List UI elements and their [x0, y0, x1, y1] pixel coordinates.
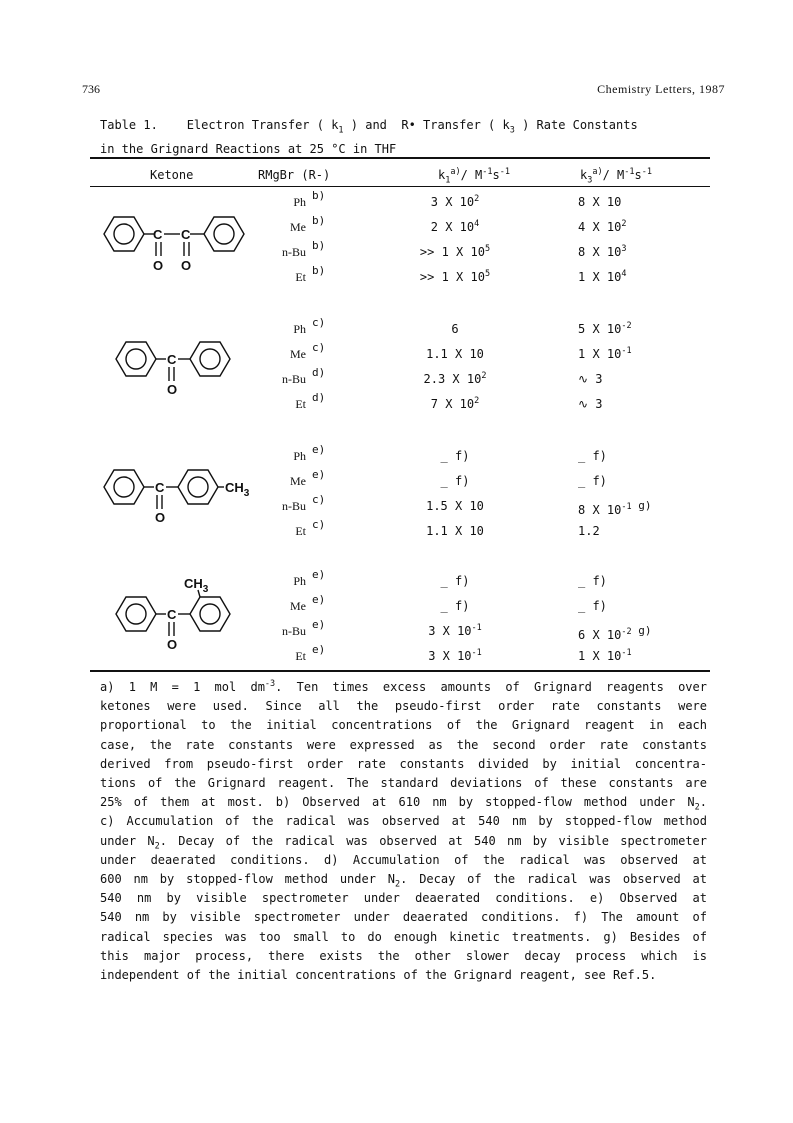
k3-mantissa: 1 X 10 — [578, 649, 622, 663]
footnote-line: ketones were used. Since all the pseudo-first order rate constants were — [100, 699, 707, 714]
k3-mantissa: 8 X 10 — [578, 245, 622, 259]
fn-l9a: under N — [100, 833, 155, 848]
k1-value — [380, 574, 530, 588]
k3-value — [578, 195, 621, 209]
table-caption-line2: in the Grignard Reactions at 25 °C in THF — [100, 142, 397, 156]
k1-mantissa: 3 X 10 — [428, 649, 472, 663]
k1-value — [380, 347, 530, 361]
rgroup-footnote-mark: d) — [312, 391, 326, 404]
k1-value — [380, 372, 530, 386]
caption-label: Table 1. — [100, 118, 158, 132]
k3-value — [578, 599, 607, 613]
fn-l7-sub: 2 — [694, 802, 700, 813]
k1-value — [380, 220, 530, 234]
k1-units: / M — [460, 168, 483, 182]
k1-value — [380, 524, 530, 538]
k3-mantissa: ∿ 3 — [578, 372, 603, 386]
k3-exponent: 3 — [621, 244, 627, 254]
k3-value — [578, 220, 626, 234]
rgroup-footnote-mark: c) — [312, 493, 326, 506]
footnote-line — [100, 870, 707, 889]
o-methyl-ch3: $CH_3$ — [184, 576, 209, 595]
k3-mantissa: 1 X 10 — [578, 347, 622, 361]
k1-sup: a) — [450, 167, 461, 177]
k1-value — [380, 245, 530, 259]
footnote-line: derived from pseudo-first order rate constants divided by initial concentra- — [100, 756, 707, 771]
rgroup-label: Me — [290, 474, 306, 488]
k3-sub: 3 — [587, 175, 593, 186]
p-methyl-c: C — [155, 480, 165, 495]
table-top-rule — [90, 157, 710, 159]
k3-value — [578, 524, 600, 538]
k1-exponent: 2 — [474, 194, 480, 204]
k1-units2: s — [492, 168, 500, 182]
k3-sup: a) — [592, 167, 603, 177]
k1-value — [380, 195, 530, 209]
k1-value — [380, 499, 530, 513]
caption-k3-sub: 3 — [509, 125, 515, 136]
k1-value — [380, 474, 530, 488]
rgroup-label: Ph — [293, 195, 306, 209]
rgroup-footnote-mark: e) — [312, 443, 326, 456]
caption-k1-sub: 1 — [338, 125, 344, 136]
rgroup-label: Ph — [293, 449, 306, 463]
benzil-o2: O — [181, 258, 192, 273]
rgroup-label: n-Bu — [282, 372, 306, 386]
rgroup-label: Ph — [293, 574, 306, 588]
k3-value — [578, 474, 607, 488]
rgroup-label: Et — [295, 397, 306, 411]
rgroup-footnote-mark: e) — [312, 568, 326, 581]
k1-value — [380, 322, 530, 336]
col-header-ketone: Ketone — [150, 168, 194, 182]
footnote-line — [100, 678, 707, 697]
rgroup-label: Me — [290, 599, 306, 613]
rgroup-footnote-mark: c) — [312, 518, 326, 531]
k3-units: / M — [602, 168, 625, 182]
k1-sub: 1 — [445, 175, 451, 186]
benzophenone-structure — [112, 337, 242, 397]
footnote-line: 540 nm by visible spectrometer under deaerated conditions. e) Observed at — [100, 891, 707, 906]
k1-value — [380, 649, 530, 663]
k1-exponent: 4 — [474, 219, 480, 229]
fn-l11b: . Decay of the radical was observed at — [400, 872, 707, 887]
footnote-line: 540 nm by visible spectrometer under deaerated conditions. f) The amount of — [100, 910, 707, 925]
rgroup-footnote-mark: e) — [312, 618, 326, 631]
caption-text-3: ) Rate Constants — [514, 118, 638, 132]
rgroup-footnote-mark: e) — [312, 643, 326, 656]
k1-mantissa: 1.5 X 10 — [426, 499, 484, 513]
k3-value — [578, 347, 632, 361]
k3-exponent: -2 — [621, 627, 632, 637]
rgroup-footnote-mark: b) — [312, 189, 326, 202]
rgroup-footnote-mark: e) — [312, 593, 326, 606]
k3-mantissa: 4 X 10 — [578, 220, 622, 234]
k3-mantissa: ∿ 3 — [578, 397, 603, 411]
k3-mantissa: 8 X 10 — [578, 195, 622, 209]
table-caption — [100, 118, 638, 136]
k1-mantissa: _ f) — [440, 574, 470, 588]
k3-exponent: -1 — [621, 346, 632, 356]
k1-exponent: 2 — [481, 371, 487, 381]
k1-mantissa: 3 X 10 — [428, 624, 472, 638]
fn-l11a: 600 nm by stopped-flow method under N — [100, 872, 396, 887]
k1-exponent: 5 — [484, 269, 491, 279]
rgroup-footnote-mark: b) — [312, 239, 326, 252]
k3-exponent: -1 — [621, 648, 632, 658]
k3-symbol: k — [580, 168, 588, 182]
rgroup-label: Me — [290, 347, 306, 361]
footnote-line: c) Accumulation of the radical was observed at 540 nm by stopped-flow method — [100, 814, 707, 829]
benzil-o1: O — [153, 258, 164, 273]
k1-exponent: 5 — [484, 244, 491, 254]
footnote-line: case, the rate constants were expressed as the second order rate constants — [100, 737, 707, 752]
rgroup-label: n-Bu — [282, 499, 306, 513]
k3-value — [578, 270, 626, 284]
footnote-line — [100, 793, 707, 812]
benzophenone-c: C — [167, 352, 177, 367]
k1-mantissa: 2.3 X 10 — [423, 372, 482, 386]
k3-value — [578, 322, 632, 336]
k3-footnote-mark: g) — [631, 624, 652, 637]
k3-value — [578, 574, 607, 588]
footnote-line — [100, 832, 707, 851]
rgroup-footnote-mark: e) — [312, 468, 326, 481]
o-methyl-c: C — [167, 607, 177, 622]
k1-units-sup: -1 — [482, 167, 493, 177]
k1-exponent: 2 — [474, 396, 480, 406]
k3-units2-sup: -1 — [641, 167, 653, 177]
fn-l1a: a) 1 M = 1 mol dm — [100, 680, 265, 694]
benzil-c1: C — [153, 227, 163, 242]
k1-mantissa: _ f) — [440, 449, 470, 463]
k1-value — [380, 449, 530, 463]
col-header-k1 — [438, 167, 511, 186]
k3-mantissa: _ f) — [578, 449, 607, 463]
k1-mantissa: 3 X 10 — [430, 195, 475, 209]
k3-mantissa: 1 X 10 — [578, 270, 622, 284]
k1-mantissa: 1.1 X 10 — [426, 524, 484, 538]
k3-value — [578, 624, 651, 642]
fn-l1b: . Ten times excess amounts of Grignard reagents over — [275, 680, 707, 694]
rgroup-label: n-Bu — [282, 624, 306, 638]
benzophenone-o: O — [167, 382, 178, 397]
k3-value — [578, 499, 651, 517]
rgroup-footnote-mark: b) — [312, 264, 326, 277]
k1-mantissa: 2 X 10 — [430, 220, 475, 234]
k3-exponent: -1 — [621, 502, 632, 512]
footnote-line: this major process, there exists the other slower decay process which is — [100, 948, 707, 963]
p-methylbenzophenone-structure — [100, 465, 270, 525]
k1-units2-sup: -1 — [499, 167, 511, 177]
fn-l7a: 25% of them at most. b) Observed at 610 nm by stopped-flow method under N — [100, 795, 695, 810]
k1-exponent: -1 — [471, 623, 482, 633]
k3-mantissa: 1.2 — [578, 524, 600, 538]
caption-text-1: Electron Transfer ( k — [186, 118, 339, 132]
rgroup-footnote-mark: d) — [312, 366, 326, 379]
rgroup-label: n-Bu — [282, 245, 306, 259]
k3-value — [578, 649, 632, 663]
k1-value — [380, 599, 530, 613]
journal-title: Chemistry Letters, 1987 — [597, 82, 725, 96]
table-bottom-rule — [90, 670, 710, 672]
k1-mantissa: 6 — [451, 322, 459, 336]
k3-footnote-mark: g) — [631, 499, 652, 512]
footnote-line: tions of the Grignard reagent. The standard deviations of these constants are — [100, 776, 707, 791]
fn-l1-sup: -3 — [264, 679, 276, 689]
p-methyl-o: O — [155, 510, 166, 525]
k3-exponent: 2 — [621, 219, 627, 229]
k1-exponent: -1 — [471, 648, 482, 658]
k3-mantissa: _ f) — [578, 574, 607, 588]
o-methyl-o: O — [167, 637, 178, 652]
table-footnotes — [100, 678, 707, 985]
benzil-structure — [100, 210, 250, 280]
rgroup-footnote-mark: c) — [312, 341, 326, 354]
k3-value — [578, 245, 626, 259]
k3-value — [578, 397, 603, 411]
k1-mantissa: >> 1 X 10 — [419, 245, 485, 259]
k1-mantissa: 1.1 X 10 — [426, 347, 484, 361]
fn-l7b: . — [699, 795, 707, 810]
k3-mantissa: 6 X 10 — [578, 628, 622, 642]
k3-exponent: -2 — [621, 321, 632, 331]
k1-mantissa: _ f) — [440, 474, 470, 488]
o-methylbenzophenone-structure — [112, 576, 242, 652]
k3-mantissa: 8 X 10 — [578, 503, 622, 517]
footnote-line: proportional to the initial concentrations of the Grignard reagent in each — [100, 718, 707, 733]
page-number: 736 — [82, 82, 100, 96]
col-header-k3 — [580, 167, 653, 186]
k3-units2: s — [634, 168, 642, 182]
k1-mantissa: 7 X 10 — [430, 397, 475, 411]
k1-value — [380, 397, 530, 411]
rgroup-label: Ph — [293, 322, 306, 336]
k3-units-sup: -1 — [624, 167, 635, 177]
k3-mantissa: _ f) — [578, 474, 607, 488]
caption-text-2: ) and R• Transfer ( k — [343, 118, 510, 132]
rgroup-label: Et — [295, 270, 306, 284]
footnote-line: radical species was too small to do enough kinetic treatments. g) Besides of — [100, 929, 707, 944]
k1-symbol: k — [438, 168, 446, 182]
k3-mantissa: _ f) — [578, 599, 607, 613]
table-header-rule — [90, 186, 710, 187]
footnote-line: under deaerated conditions. d) Accumulation of the radical was observed at — [100, 852, 707, 867]
k1-mantissa: _ f) — [440, 599, 470, 613]
footnote-line: independent of the initial concentrations of the Grignard reagent, see Ref.5. — [100, 968, 657, 983]
fn-l11-sub: 2 — [395, 879, 401, 890]
rgroup-footnote-mark: c) — [312, 316, 326, 329]
k3-mantissa: 5 X 10 — [578, 322, 622, 336]
p-methyl-ch3: $CH_3$ — [225, 480, 250, 499]
rgroup-label: Et — [295, 524, 306, 538]
fn-l9b: . Decay of the radical was observed at 540 nm by visible spectrometer — [159, 833, 707, 848]
k1-value — [380, 624, 530, 638]
k1-value — [380, 270, 530, 284]
k3-value — [578, 372, 603, 386]
rgroup-footnote-mark: b) — [312, 214, 326, 227]
col-header-rmgbr: RMgBr (R-) — [258, 168, 331, 182]
k3-exponent: 4 — [621, 269, 627, 279]
k1-mantissa: >> 1 X 10 — [419, 270, 485, 284]
fn-l9-sub: 2 — [154, 841, 160, 852]
benzil-c2: C — [181, 227, 191, 242]
rgroup-label: Et — [295, 649, 306, 663]
rgroup-label: Me — [290, 220, 306, 234]
k3-value — [578, 449, 607, 463]
